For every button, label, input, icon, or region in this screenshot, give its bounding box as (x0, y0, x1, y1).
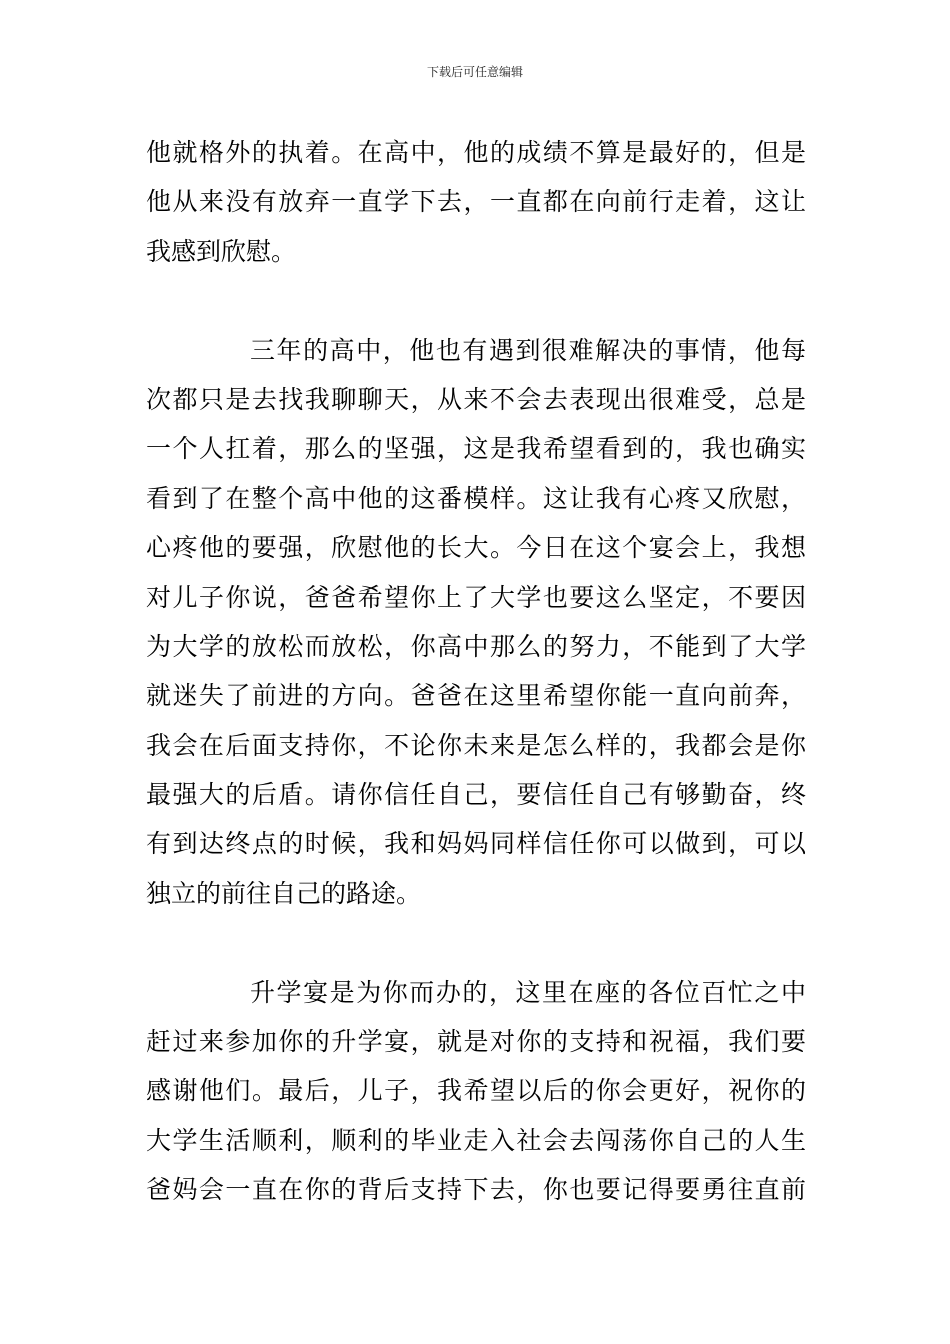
page-header: 下载后可任意编辑 (426, 65, 523, 79)
text-line: 他从来没有放弃一直学下去，一直都在向前行走着，这让 (146, 187, 806, 217)
text-line: 看到了在整个高中他的这番模样。这让我有心疼又欣慰， (146, 483, 806, 513)
text-line: 我会在后面支持你，不论你未来是怎么样的，我都会是你 (146, 730, 806, 760)
paragraph-gap (146, 276, 806, 325)
text-line: 就迷失了前进的方向。爸爸在这里希望你能一直向前奔， (146, 681, 806, 711)
text-line: 感谢他们。最后，儿子，我希望以后的你会更好，祝你的 (146, 1076, 806, 1106)
text-line: 次都只是去找我聊聊天，从来不会去表现出很难受，总是 (146, 384, 806, 414)
text-line: 赶过来参加你的升学宴，就是对你的支持和祝福，我们要 (146, 1027, 806, 1057)
document-body (146, 128, 806, 1215)
paragraph-gap (146, 918, 806, 967)
paragraph-2 (146, 326, 806, 919)
text-line: 有到达终点的时候，我和妈妈同样信任你可以做到，可以 (146, 829, 806, 859)
text-line: 一个人扛着，那么的坚强，这是我希望看到的，我也确实 (146, 434, 806, 464)
text-line: 爸妈会一直在你的背后支持下去，你也要记得要勇往直前 (146, 1175, 806, 1205)
text-line: 升学宴是为你而办的，这里在座的各位百忙之中 (250, 977, 806, 1007)
text-line: 三年的高中，他也有遇到很难解决的事情，他每 (250, 335, 806, 365)
text-line: 我感到欣慰。 (146, 236, 297, 266)
text-line: 独立的前往自己的路途。 (146, 878, 422, 908)
paragraph-1 (146, 128, 806, 276)
paragraph-3 (146, 968, 806, 1215)
text-line: 为大学的放松而放松，你高中那么的努力，不能到了大学 (146, 631, 806, 661)
text-line: 对儿子你说，爸爸希望你上了大学也要这么坚定，不要因 (146, 582, 806, 612)
text-line: 大学生活顺利，顺利的毕业走入社会去闯荡你自己的人生 (146, 1125, 806, 1155)
text-line: 他就格外的执着。在高中，他的成绩不算是最好的，但是 (146, 138, 806, 167)
text-line: 最强大的后盾。请你信任自己，要信任自己有够勤奋，终 (146, 780, 806, 810)
text-line: 心疼他的要强，欣慰他的长大。今日在这个宴会上，我想 (146, 533, 806, 563)
